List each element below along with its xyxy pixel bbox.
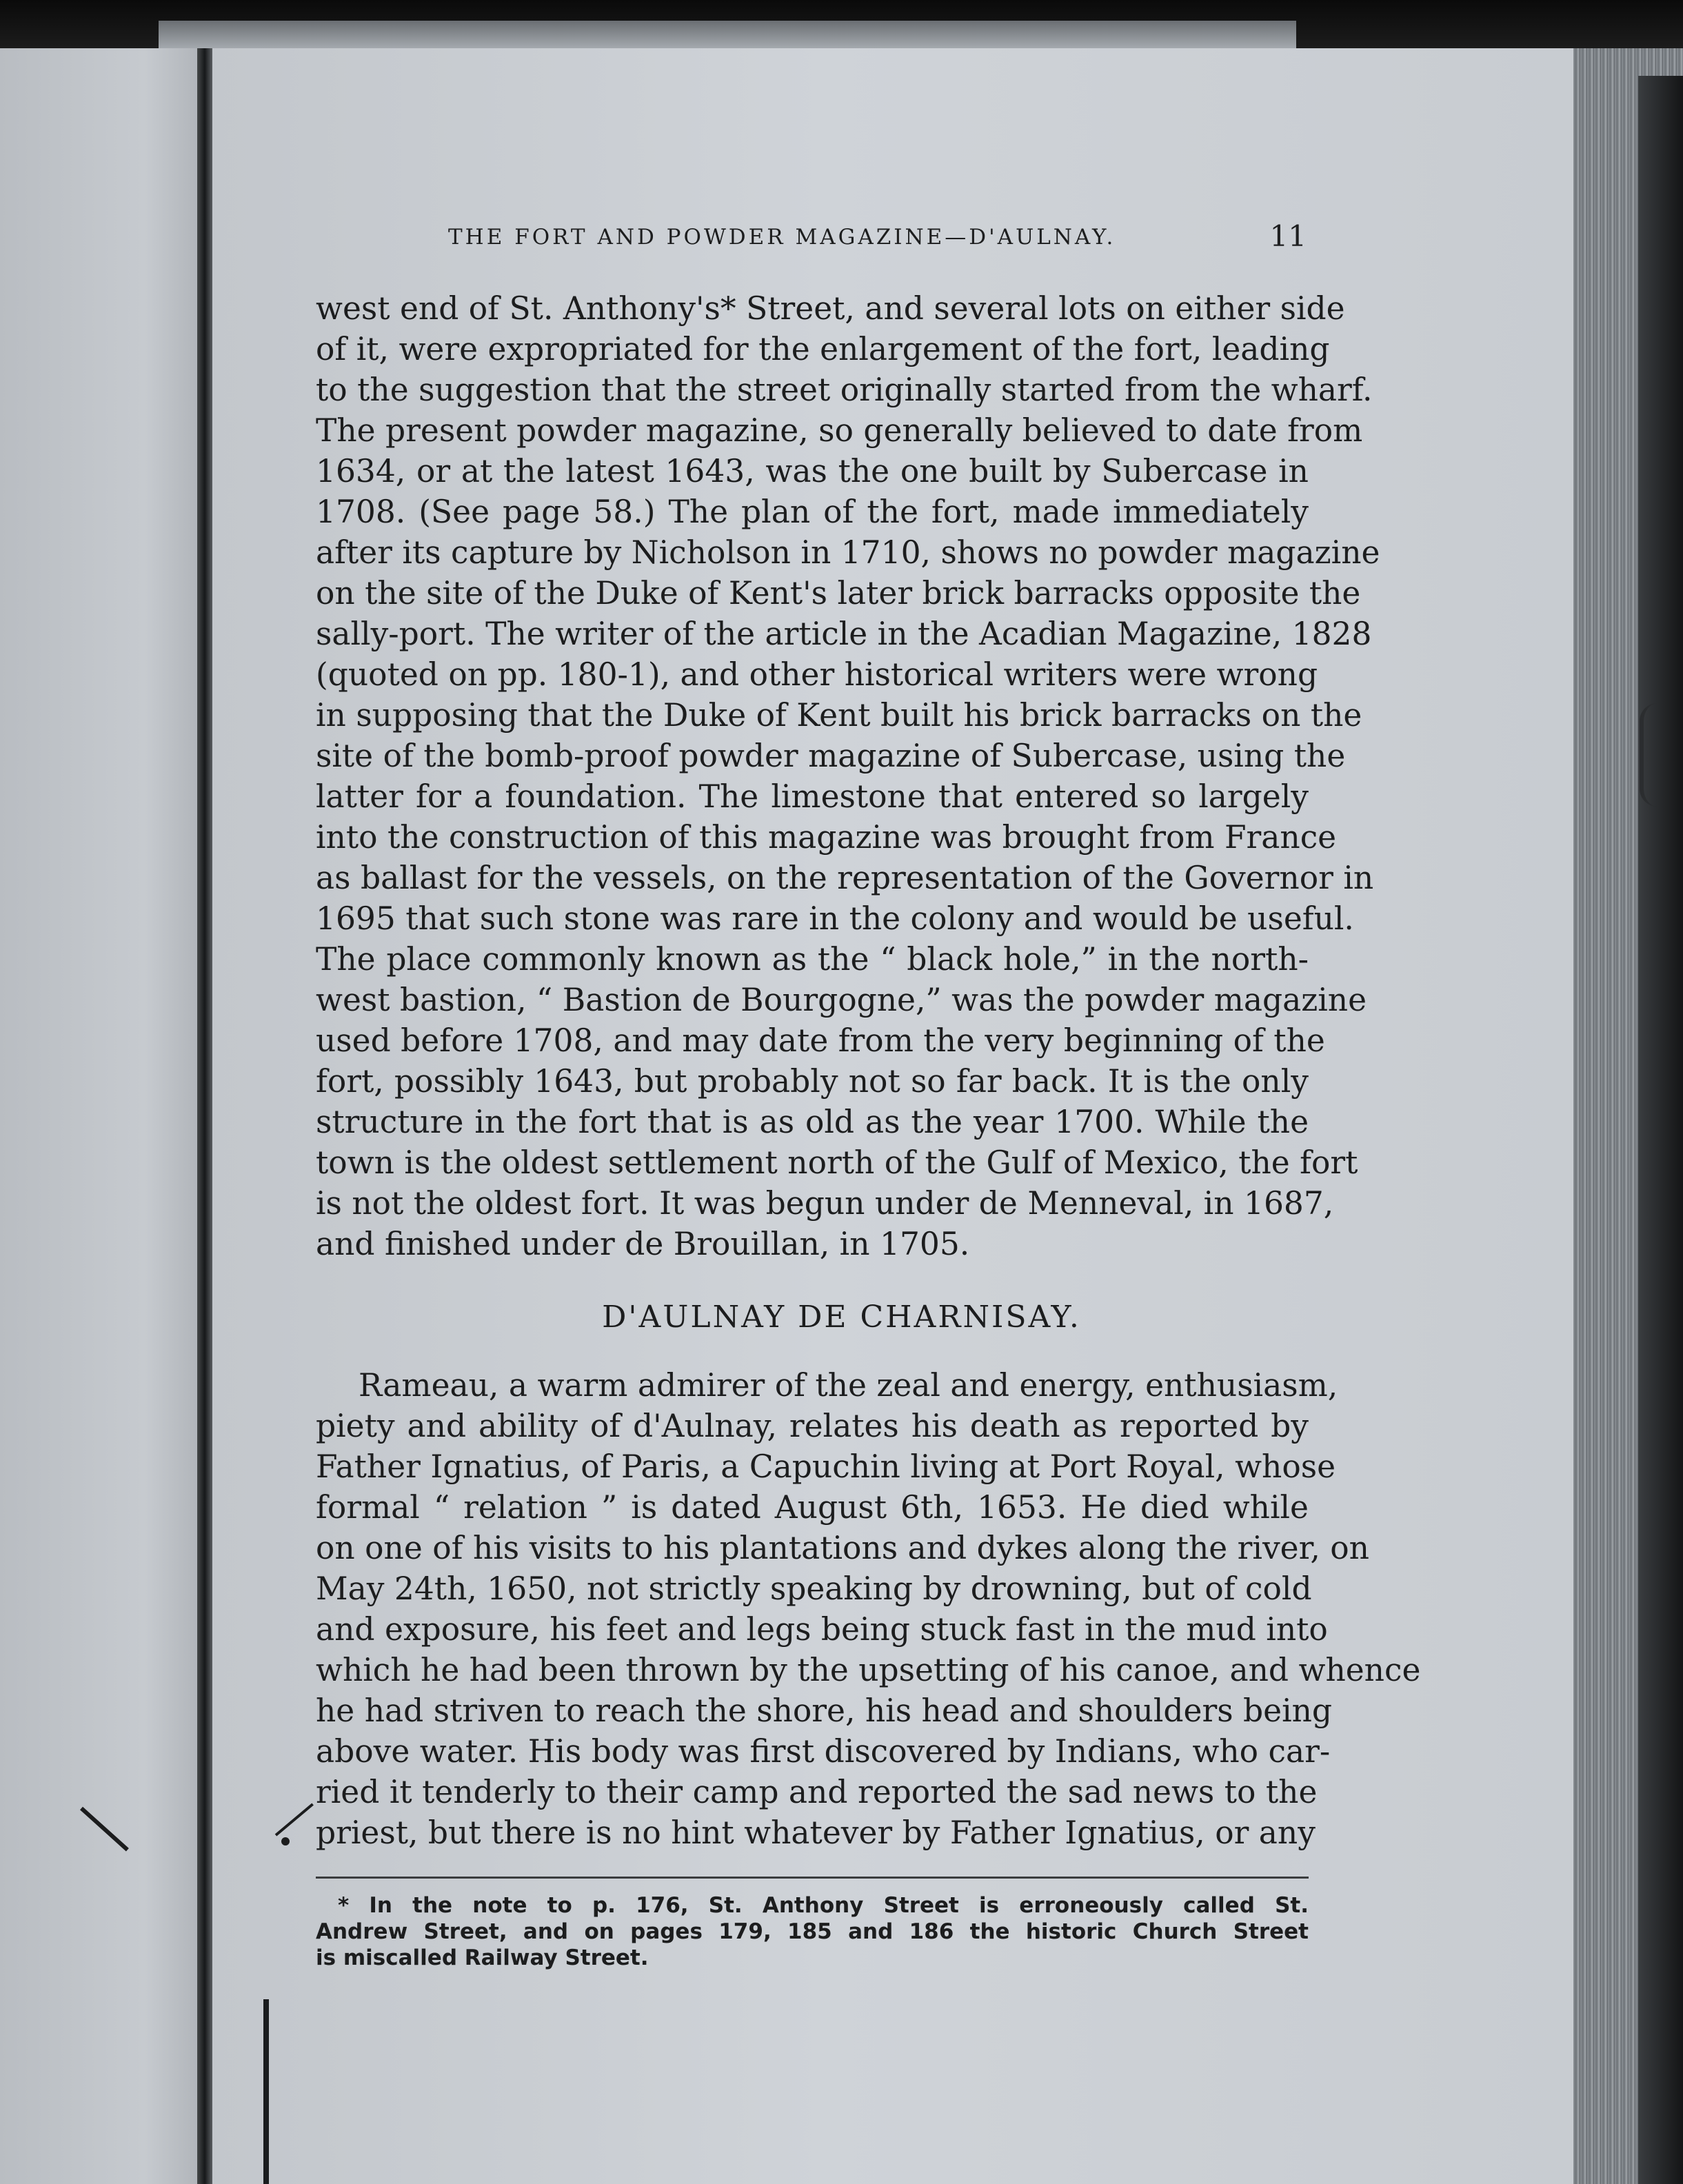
- gutter-shadow-line: [263, 1999, 269, 2184]
- text-line: on the site of the Duke of Kent's later brick barracks opposite the: [316, 575, 1361, 611]
- text-line: The place commonly known as the “ black hole,” in the north-: [316, 941, 1309, 978]
- running-title: THE FORT AND POWDER MAGAZINE—D'AULNAY.: [448, 225, 1116, 250]
- text-line: of it, were expropriated for the enlargement of the fort, leading: [316, 331, 1330, 367]
- text-line: ried it tenderly to their camp and reported the sad news to the: [316, 1774, 1318, 1810]
- text-line: 1695 that such stone was rare in the colony and would be useful.: [316, 900, 1354, 937]
- text-line: latter for a foundation. The limestone that entered so largely: [316, 778, 1309, 815]
- text-line: to the suggestion that the street originally started from the wharf.: [316, 372, 1373, 408]
- text-line: 1634, or at the latest 1643, was the one built by Subercase in: [316, 453, 1309, 489]
- text-line: used before 1708, and may date from the very beginning of the: [316, 1022, 1325, 1059]
- running-header: [448, 219, 1307, 254]
- page-number: 11: [1269, 219, 1307, 253]
- text-line: which he had been thrown by the upsetting of his canoe, and whence: [316, 1652, 1421, 1688]
- text-line: structure in the fort that is as old as the year 1700. While the: [316, 1104, 1309, 1140]
- section-heading: D'AULNAY DE CHARNISAY.: [602, 1300, 1081, 1335]
- footnote-line: Andrew Street, and on pages 179, 185 and 186 the historic Church Street: [316, 1919, 1309, 1944]
- text-line: and finished under de Brouillan, in 1705.: [316, 1226, 970, 1262]
- page-stack-shadow: [1638, 76, 1683, 2184]
- footnote-rule: [316, 1877, 1309, 1879]
- text-line: west end of St. Anthony's* Street, and several lots on either side: [316, 290, 1345, 327]
- text-line: Rameau, a warm admirer of the zeal and energy, enthusiasm,: [359, 1367, 1338, 1404]
- text-line: (quoted on pp. 180-1), and other historical writers were wrong: [316, 656, 1318, 693]
- page-top-lip: [159, 21, 1296, 48]
- text-line: after its capture by Nicholson in 1710, shows no powder magazine: [316, 534, 1380, 571]
- text-line: he had striven to reach the shore, his head and shoulders being: [316, 1692, 1333, 1729]
- text-line: 1708. (See page 58.) The plan of the fort, made immediately: [316, 494, 1309, 530]
- text-line: is not the oldest fort. It was begun under de Menneval, in 1687,: [316, 1185, 1334, 1222]
- text-line: west bastion, “ Bastion de Bourgogne,” was the powder magazine: [316, 982, 1367, 1018]
- text-line: sally-port. The writer of the article in the Acadian Magazine, 1828: [316, 616, 1372, 652]
- text-line: The present powder magazine, so generally believed to date from: [316, 412, 1363, 449]
- text-line: and exposure, his feet and legs being stuck fast in the mud into: [316, 1611, 1328, 1648]
- text-line: piety and ability of d'Aulnay, relates his death as reported by: [316, 1408, 1309, 1444]
- text-line: into the construction of this magazine was brought from France: [316, 819, 1337, 856]
- text-line: May 24th, 1650, not strictly speaking by drowning, but of cold: [316, 1570, 1312, 1607]
- footnote-line: is miscalled Railway Street.: [316, 1945, 649, 1970]
- text-line: above water. His body was first discovered by Indians, who car-: [316, 1733, 1331, 1770]
- facing-page-edge: [0, 48, 207, 2184]
- text-line: site of the bomb-proof powder magazine of Subercase, using the: [316, 738, 1346, 774]
- text-line: fort, possibly 1643, but probably not so far back. It is the only: [316, 1063, 1309, 1100]
- text-line: as ballast for the vessels, on the representation of the Governor in: [316, 860, 1374, 896]
- text-line: Father Ignatius, of Paris, a Capuchin living at Port Royal, whose: [316, 1448, 1336, 1485]
- margin-dot-mark: [281, 1837, 290, 1846]
- text-line: in supposing that the Duke of Kent built his brick barracks on the: [316, 697, 1362, 734]
- text-line: on one of his visits to his plantations and dykes along the river, on: [316, 1530, 1369, 1566]
- footnote-line: * In the note to p. 176, St. Anthony Street is erroneously called St.: [338, 1893, 1309, 1918]
- binding-clip-mark: [1640, 703, 1657, 807]
- text-line: priest, but there is no hint whatever by Father Ignatius, or any: [316, 1814, 1316, 1851]
- text-line: town is the oldest settlement north of the Gulf of Mexico, the fort: [316, 1144, 1358, 1181]
- book-gutter: [197, 48, 212, 2184]
- text-line: formal “ relation ” is dated August 6th, 1653. He died while: [316, 1489, 1309, 1526]
